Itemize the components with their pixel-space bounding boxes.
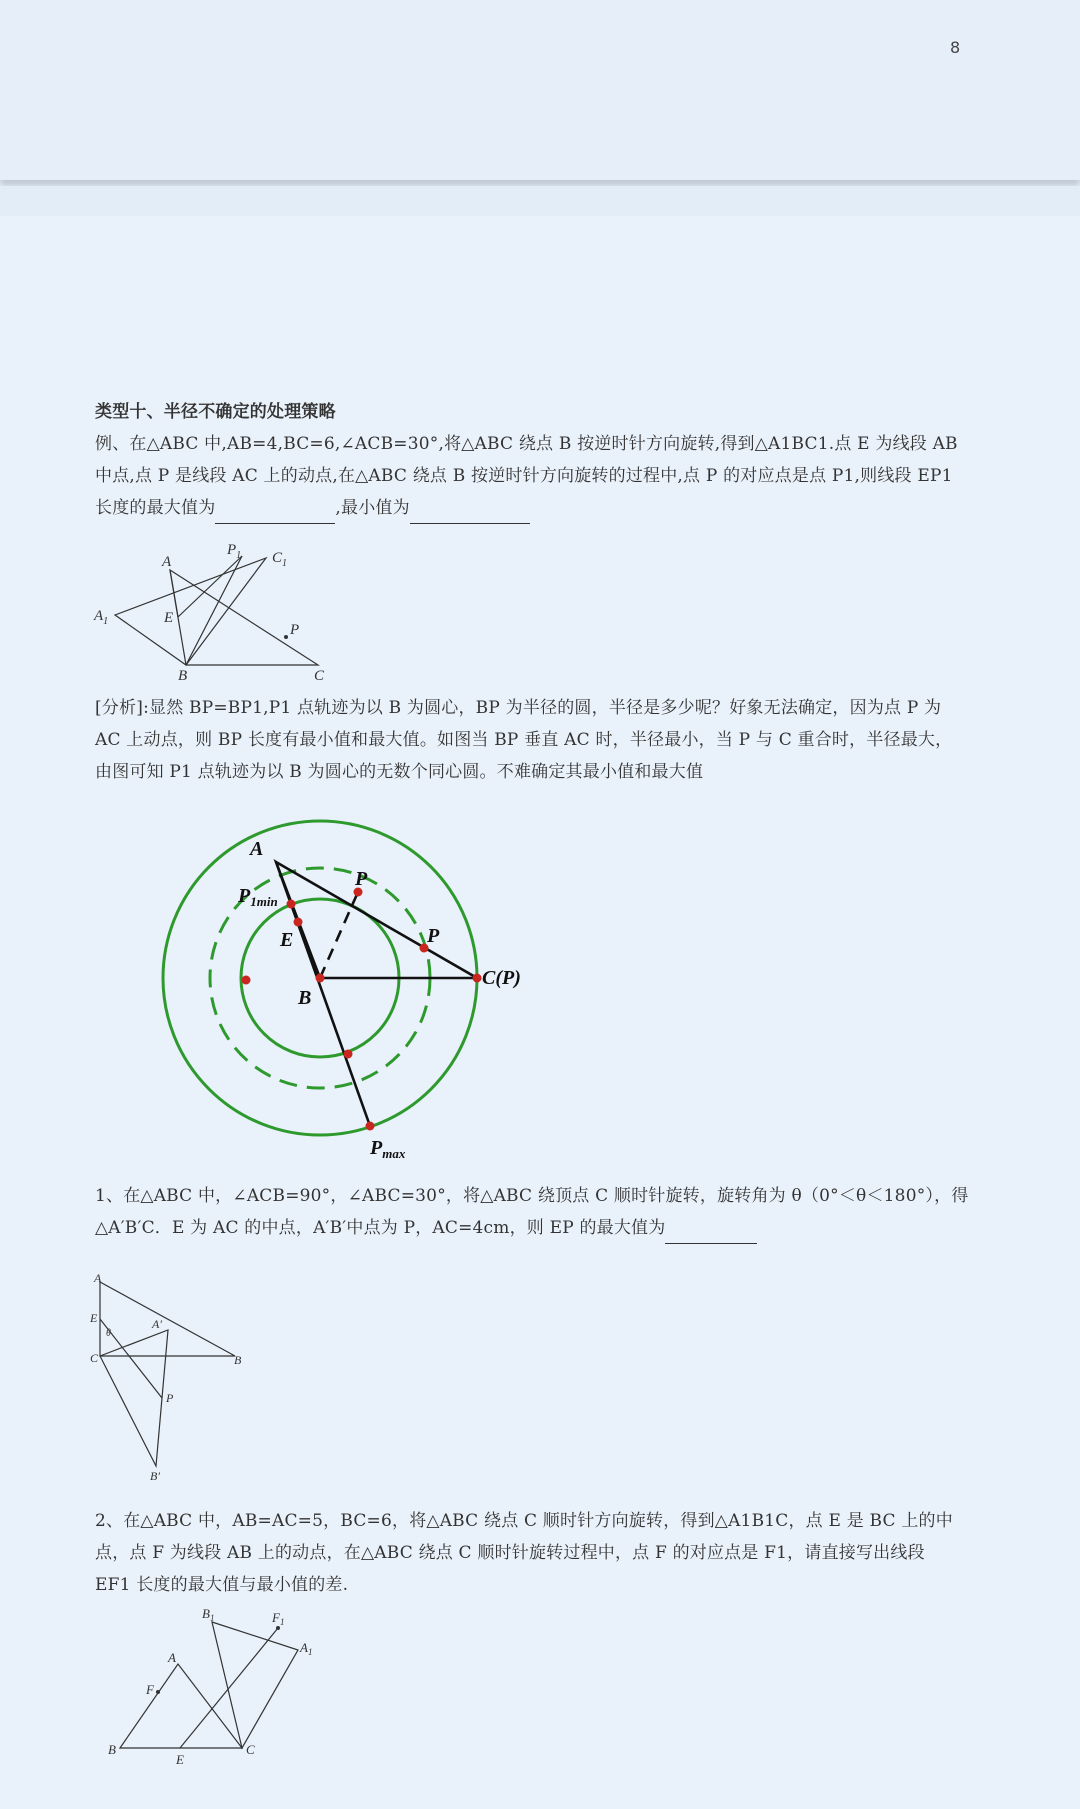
label-b: B [178, 668, 188, 684]
label-e: E [164, 610, 174, 626]
analysis-text: [分析]:显然 BP=BP1,P1 点轨迹为以 B 为圆心，BP 为半径的圆，半径是多少呢？好象无法确定，因为点 P 为 AC 上动点，则 BP 长度有最小值和最大值。如图当 BP 垂直 AC 时，半径最小，当 P 与 C 重合时，半径最大，由图可知 P1 点轨迹为以 B 为圆心的无数个同心圆。不难确定其最小值和最大值 [95, 698, 953, 782]
figure-rotation-triangles [90, 540, 350, 684]
example-text [95, 428, 975, 524]
label-pmax: $P_{max}$ [370, 1137, 406, 1161]
question-1-text: 1、在△ABC 中，∠ACB=90°，∠ABC=30°，将△ABC 绕顶点 C 顺时针旋转，旋转角为 θ（0°＜θ＜180°），得△A′B′C．E 为 AC 的中点，A′B′中点为 P，AC=4cm，则 EP 的最大值为 [95, 1186, 969, 1238]
label-p-q1: P [166, 1391, 174, 1405]
dot-b [316, 974, 325, 983]
segment-ep1 [178, 556, 242, 617]
answer-blank-min [410, 501, 530, 524]
answer-blank-max [215, 501, 335, 524]
figure-q1-rotation [90, 1271, 250, 1483]
triangle-a-prime-b-prime-c [100, 1330, 168, 1466]
question-1-blank [665, 1221, 757, 1244]
dot-c [473, 974, 482, 983]
label-cp: C(P) [482, 967, 521, 989]
label-e-main: E [280, 929, 294, 951]
example-mid: ,最小值为 [335, 498, 410, 518]
label-f-q2: F [146, 1682, 154, 1697]
label-p-mid: P [427, 925, 440, 947]
label-a1-q2: $A_1$ [300, 1640, 313, 1657]
point-p-dot [284, 635, 288, 639]
label-c1: $C_1$ [272, 550, 288, 569]
previous-page-sheet [0, 0, 1080, 180]
label-b1: $B_1$ [202, 1606, 215, 1623]
label-f1: $F_1$ [272, 1610, 285, 1627]
label-e-q1: E [90, 1311, 98, 1325]
dot-f [156, 1690, 160, 1694]
page-number: 8 [950, 38, 961, 57]
triangle-a1bc1 [115, 558, 266, 665]
label-a-q2: A [168, 1650, 176, 1665]
section-title: 类型十、半径不确定的处理策略 [95, 402, 336, 422]
triangle-abc-q2 [120, 1664, 242, 1748]
figure-concentric-circles [150, 810, 530, 1160]
label-a-main: A [250, 838, 264, 860]
label-p: P [290, 622, 300, 638]
label-b-main: B [298, 987, 312, 1009]
label-b-prime: B′ [150, 1469, 160, 1483]
figure-q2-rotation [100, 1606, 330, 1766]
question-2-text: 2、在△ABC 中，AB=AC=5，BC=6，将△ABC 绕点 C 顺时针方向旋转，得到△A1B1C，点 E 是 BC 上的中点，点 F 为线段 AB 上的动点，在△ABC 绕点 C 顺时针旋转过程中，点 F 的对应点是 F1，请直接写出线段 EF1 长度的最大值与最小值的差. [95, 1511, 953, 1595]
label-a: A [162, 554, 172, 570]
section-block [95, 396, 975, 524]
label-c-q2: C [246, 1742, 255, 1757]
label-b-q1: B [234, 1353, 242, 1367]
label-theta: θ [106, 1328, 111, 1339]
label-a-prime: A′ [152, 1317, 162, 1331]
example-stem: 例、在△ABC 中,AB=4,BC=6,∠ACB=30°,将△ABC 绕点 B 按逆时针方向旋转,得到△A1BC1.点 E 为线段 AB 中点,点 P 是线段 AC 上的动点,在△ABC 绕点 B 按逆时针方向旋转的过程中,点 P 的对应点是点 P1,则线段 EP1 长度的最大值为 [95, 434, 958, 518]
dot-left [242, 976, 251, 985]
label-b-q2: B [108, 1742, 116, 1757]
label-p1min: $P_{1min}$ [238, 885, 278, 909]
label-c: C [314, 668, 325, 684]
label-c-q1: C [90, 1351, 99, 1365]
dot-inner-lower [344, 1050, 353, 1059]
label-e-q2: E [176, 1752, 184, 1767]
triangle-a1b1c [212, 1622, 298, 1748]
dot-e [294, 918, 303, 927]
triangle-abc-main [276, 862, 477, 978]
dot-p1min [287, 900, 296, 909]
page-gap [0, 186, 1080, 216]
question-1 [95, 1180, 975, 1244]
label-p1: $P_1$ [227, 542, 242, 561]
label-a-q1: A [94, 1271, 102, 1285]
dot-pmax [366, 1122, 375, 1131]
label-a1: $A_1$ [94, 608, 109, 627]
triangle-abc [170, 570, 318, 665]
label-p-foot: P [355, 868, 368, 890]
